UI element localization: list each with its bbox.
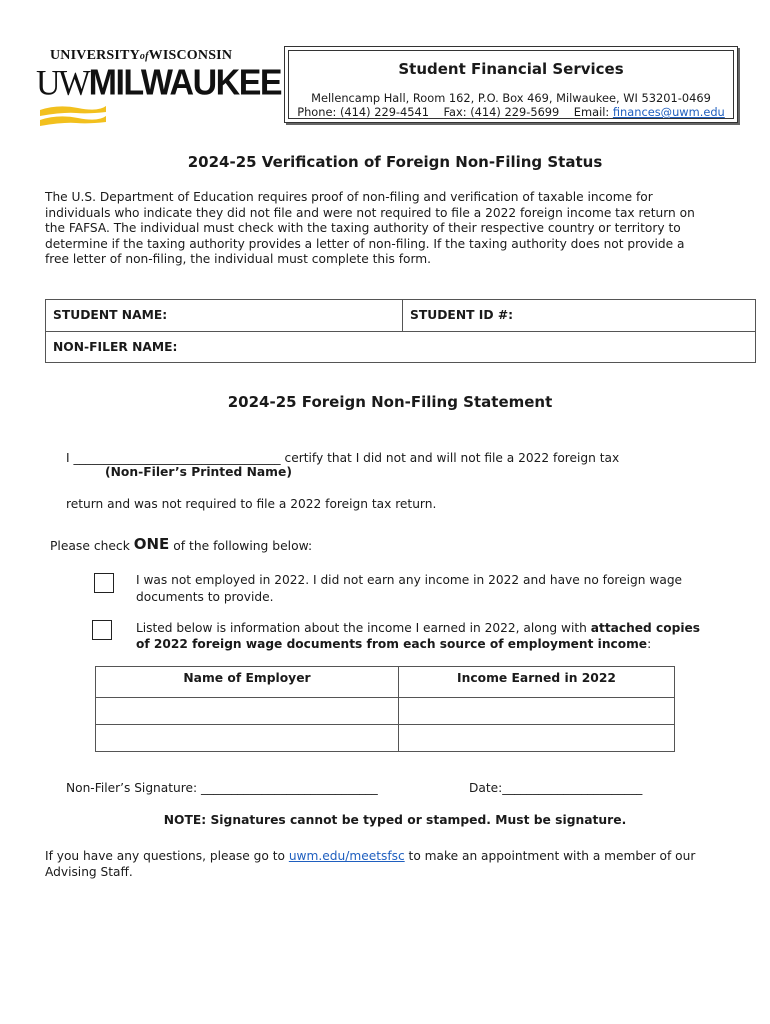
certify-line[interactable]: I __________________________________ certify that I did not and will not file a 2022 foreign tax bbox=[66, 451, 620, 465]
office-fax: Fax: (414) 229-5699 bbox=[443, 105, 560, 119]
office-phone: Phone: (414) 229-4541 bbox=[297, 105, 430, 119]
date-line[interactable]: Date:_______________________ bbox=[469, 781, 643, 795]
check-instruction: Please check ONE of the following below: bbox=[50, 535, 313, 553]
statement-title: 2024-25 Foreign Non-Filing Statement bbox=[227, 393, 553, 411]
option-not-employed-checkbox[interactable] bbox=[94, 573, 114, 593]
university-logo bbox=[36, 48, 282, 134]
office-contact-line bbox=[289, 105, 733, 119]
intro-line: individuals who indicate they did not file and were not required to file a 2022 foreign income tax return on bbox=[45, 205, 695, 220]
check-one-emphasis: ONE bbox=[133, 535, 170, 553]
certify-line-2: return and was not required to file a 2022 foreign tax return. bbox=[66, 497, 437, 511]
non-filer-name-field[interactable] bbox=[45, 331, 756, 363]
employer-name-header: Name of Employer bbox=[96, 667, 399, 698]
contact-info-box bbox=[284, 46, 738, 123]
office-title: Student Financial Services bbox=[398, 60, 624, 78]
income-earned-header: Income Earned in 2022 bbox=[399, 667, 675, 698]
income-earned-cell[interactable] bbox=[399, 725, 675, 752]
student-id-label: STUDENT ID #: bbox=[410, 308, 514, 322]
intro-line: determine if the taxing authority provides a letter of non-filing. If the taxing authority does not provide a bbox=[45, 236, 685, 251]
signature-note: NOTE: Signatures cannot be typed or stamped. Must be signature. bbox=[163, 813, 627, 827]
student-id-field[interactable] bbox=[402, 299, 756, 332]
employer-income-table bbox=[95, 666, 675, 752]
printed-name-caption: (Non-Filer’s Printed Name) bbox=[105, 465, 292, 479]
employer-name-cell[interactable] bbox=[96, 725, 399, 752]
student-name-label: STUDENT NAME: bbox=[53, 308, 168, 322]
intro-line: the FAFSA. The individual must check with the taxing authority of their respective country or territory to bbox=[45, 221, 681, 235]
intro-line: The U.S. Department of Education requires proof of non-filing and verification of taxable income for bbox=[45, 190, 653, 204]
logo-university-text: UNIVERSITYofWISCONSIN bbox=[50, 48, 233, 63]
logo-stripes-icon bbox=[38, 102, 108, 132]
intro-paragraph bbox=[45, 190, 695, 268]
document-title: 2024-25 Verification of Foreign Non-Filing Status bbox=[187, 153, 603, 171]
employer-name-cell[interactable] bbox=[96, 698, 399, 725]
income-earned-cell[interactable] bbox=[399, 698, 675, 725]
option-income-listed-text: Listed below is information about the income I earned in 2022, along with attached copies of 2022 foreign wage documents from each source of employment income: bbox=[136, 621, 701, 651]
email-link[interactable]: finances@uwm.edu bbox=[612, 105, 725, 119]
option-not-employed-text: I was not employed in 2022. I did not earn any income in 2022 and have no foreign wage documents to provide. bbox=[136, 573, 683, 604]
student-name-field[interactable] bbox=[45, 299, 403, 332]
signature-line[interactable]: Non-Filer’s Signature: _____________________________ bbox=[66, 781, 378, 795]
email-label: Email: bbox=[573, 105, 610, 119]
office-address: Mellencamp Hall, Room 162, P.O. Box 469, Milwaukee, WI 53201-0469 bbox=[311, 91, 711, 105]
logo-milwaukee-text: UWMILWAUKEE bbox=[36, 63, 282, 103]
option-income-listed-checkbox[interactable] bbox=[92, 620, 112, 640]
non-filer-name-label: NON-FILER NAME: bbox=[53, 340, 178, 354]
footer-text: If you have any questions, please go to uwm.edu/meetsfsc to make an appointment with a member of our Advising Staff. bbox=[45, 849, 696, 879]
meetsfsc-link[interactable]: uwm.edu/meetsfsc bbox=[288, 849, 405, 863]
intro-line: free letter of non-filing, the individual must complete this form. bbox=[45, 252, 432, 266]
